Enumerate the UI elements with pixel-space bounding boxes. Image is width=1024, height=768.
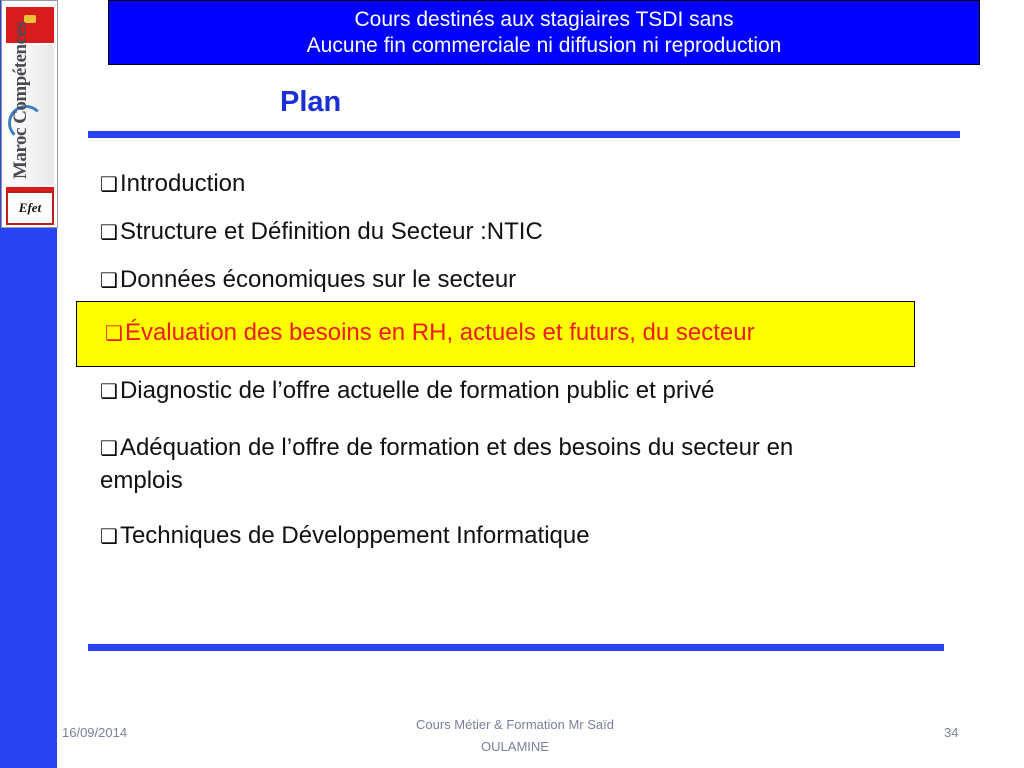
plan-item-label: Adéquation de l’offre de formation et des besoins du secteur en emplois xyxy=(100,434,794,494)
maroc-competences-logo xyxy=(1,0,58,228)
slide-title: Plan xyxy=(280,86,342,118)
checkbox-bullet-icon: ❑ xyxy=(100,174,118,196)
plan-item-evaluation xyxy=(105,319,755,347)
logo-efet: Efet xyxy=(6,191,54,225)
bottom-divider xyxy=(88,644,944,651)
plan-item-label: Techniques de Développement Informatique xyxy=(119,522,590,549)
plan-item-label: Évaluation des besoins en RH, actuels et futurs, du secteur xyxy=(124,319,755,346)
plan-item-label: Diagnostic de l’offre actuelle de formation public et privé xyxy=(119,377,715,404)
footer-author xyxy=(380,714,650,758)
highlighted-item-box xyxy=(76,301,915,367)
plan-item-adequation xyxy=(100,432,860,497)
plan-item-donnees xyxy=(100,266,516,294)
footer-author-line-2: OULAMINE xyxy=(481,739,549,754)
plan-item-label: Données économiques sur le secteur xyxy=(119,266,517,293)
checkbox-bullet-icon: ❑ xyxy=(100,526,118,548)
plan-item-techniques xyxy=(100,522,590,550)
plan-item-introduction xyxy=(100,170,245,198)
plan-item-label: Introduction xyxy=(119,170,246,197)
banner-line-1: Cours destinés aux stagiaires TSDI sans xyxy=(354,8,734,31)
footer-page-number: 34 xyxy=(944,725,959,740)
plan-item-structure xyxy=(100,218,543,246)
disclaimer-banner xyxy=(108,0,980,65)
banner-line-2: Aucune fin commerciale ni diffusion ni reproduction xyxy=(306,34,782,57)
logo-text: Maroc Compétences xyxy=(10,21,31,179)
footer-author-line-1: Cours Métier & Formation Mr Saïd xyxy=(416,717,614,732)
checkbox-bullet-icon: ❑ xyxy=(100,270,118,292)
plan-item-diagnostic xyxy=(100,377,715,405)
checkbox-bullet-icon: ❑ xyxy=(100,222,118,244)
plan-item-label: Structure et Définition du Secteur :NTIC xyxy=(119,218,543,245)
checkbox-bullet-icon: ❑ xyxy=(100,381,118,403)
top-divider xyxy=(88,131,960,138)
checkbox-bullet-icon: ❑ xyxy=(100,438,118,460)
checkbox-bullet-icon: ❑ xyxy=(105,323,123,345)
footer-date: 16/09/2014 xyxy=(62,725,128,740)
